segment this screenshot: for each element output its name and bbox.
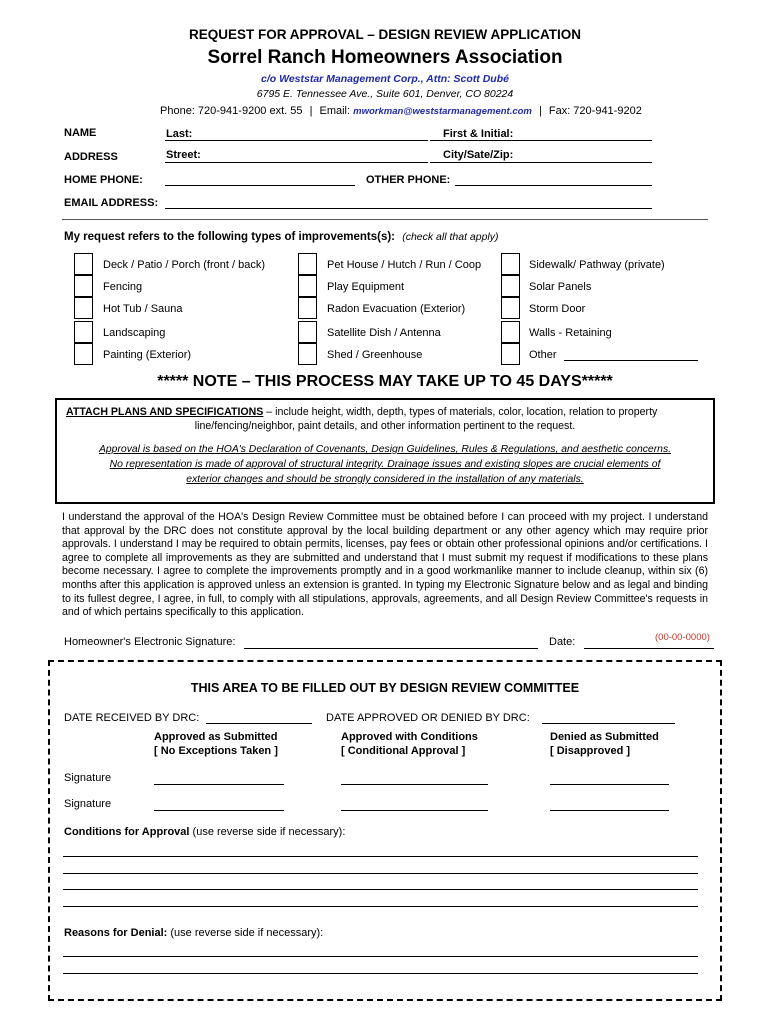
checkbox-shed[interactable] [298,343,317,365]
committee-heading: THIS AREA TO BE FILLED OUT BY DESIGN REVIEW COMMITTEE [190,681,580,695]
checkbox-other[interactable] [501,343,520,365]
denied-signature-1[interactable] [550,784,669,785]
checkbox-walls[interactable] [501,321,520,343]
received-field[interactable] [206,723,312,724]
denied-signature-2[interactable] [550,810,669,811]
checkbox-pet-house[interactable] [298,253,317,275]
city-label: City/Sate/Zip: [443,149,514,161]
org-name: Sorrel Ranch Homeowners Association [207,47,563,68]
checkbox-solar[interactable] [501,275,520,297]
signature-label: Homeowner's Electronic Signature: [64,636,236,648]
option-solar: Solar Panels [529,281,592,293]
conditions-line-2[interactable] [63,873,698,874]
approved-sub: [ No Exceptions Taken ] [154,745,278,757]
conditional-title: Approved with Conditions [341,731,478,743]
checkbox-radon[interactable] [298,297,317,319]
approved-denied-label: DATE APPROVED OR DENIED BY DRC: [326,712,530,724]
contact-line: Phone: 720-941-9200 ext. 55 | Email: mworkman@weststarmanagement.com | Fax: 720-941-9202 [160,105,642,117]
form-title: REQUEST FOR APPROVAL – DESIGN REVIEW APPLICATION [188,27,582,42]
checkbox-play-equipment[interactable] [298,275,317,297]
reasons-line-2[interactable] [63,973,698,974]
home-phone-field[interactable] [165,185,355,186]
approved-signature-2[interactable] [154,810,284,811]
other-field[interactable] [564,360,698,361]
improvements-heading: My request refers to the following types of improvements(s): (check all that apply) [64,231,499,243]
option-play-equipment: Play Equipment [327,281,405,293]
option-walls: Walls - Retaining [529,327,612,339]
option-landscaping: Landscaping [103,327,166,339]
mailing-address: 6795 E. Tennessee Ave., Suite 601, Denver, CO 80224 [256,88,514,100]
email-link[interactable]: mworkman@weststarmanagement.com [353,106,532,117]
signature-2-label: Signature [64,798,112,810]
attach-label: ATTACH PLANS AND SPECIFICATIONS [66,406,264,418]
checkbox-landscaping[interactable] [74,321,93,343]
option-fencing: Fencing [103,281,143,293]
address-label: ADDRESS [64,151,118,163]
option-other: Other [529,349,557,361]
option-pet-house: Pet House / Hutch / Run / Coop [327,259,482,271]
street-field[interactable] [165,162,428,163]
approved-title: Approved as Submitted [154,731,278,743]
signature-1-label: Signature [64,772,112,784]
fax-text: Fax: 720-941-9202 [548,105,642,117]
conditions-line-4[interactable] [63,906,698,907]
agreement-paragraph: I understand the approval of the HOA's Design Review Committee must be obtained before I can proceed with my project. I understand that approval by the DRC does not constitute approval by the local building department or any other agency which may require prior approvals. I understand I may be required to obtain permits, licenses, pay fees or obtain other professional opinions and/or certifications. I agree to complete all improvements as they are submitted and understand that I must submit my request if modifications to these plans become necessary. I agree to complete the improvements promptly and in a good workmanlike manner to include cleanup, within six (6) months after this application is approved unless an extension is granted. In typing my Electronic Signature below and as legal and binding to its fullest degree, I agree, in full, to comply with all stipulations, approvals, agreements, and all Design Review Committee's requests in and of which pertains specifically to this application. [62,511,708,619]
checkbox-painting[interactable] [74,343,93,365]
approval-basis: Approval is based on the HOA's Declaration of Covenants, Design Guidelines, Rules & Regulations, and aesthetic concerns. [98,444,672,455]
phone-text: Phone: 720-941-9200 ext. 55 [160,105,303,117]
process-note: ***** NOTE – THIS PROCESS MAY TAKE UP TO 45 DAYS***** [157,373,613,390]
first-label: First & Initial: [443,128,514,140]
attach-text-2: line/fencing/neighbor, paint details, and other information pertinent to the request. [194,420,576,432]
option-radon: Radon Evacuation (Exterior) [327,303,466,315]
denied-sub: [ Disapproved ] [550,745,631,757]
other-phone-field[interactable] [455,185,652,186]
conditions-heading: Conditions for Approval (use reverse side if necessary): [64,826,346,838]
name-label: NAME [64,127,97,139]
received-label: DATE RECEIVED BY DRC: [64,712,200,724]
email-address-field[interactable] [165,208,652,209]
option-painting: Painting (Exterior) [103,349,192,361]
section-divider [62,219,708,220]
care-of: c/o Weststar Management Corp., Attn: Scott Dubé [261,73,509,85]
date-placeholder: (00-00-0000) [655,632,710,643]
option-shed: Shed / Greenhouse [327,349,423,361]
email-label: Email: [319,105,351,117]
conditional-signature-2[interactable] [341,810,488,811]
approved-denied-field[interactable] [542,723,675,724]
reasons-line-1[interactable] [63,956,698,957]
checkbox-deck[interactable] [74,253,93,275]
conditions-line-3[interactable] [63,889,698,890]
checkbox-hot-tub[interactable] [74,297,93,319]
date-field[interactable] [584,648,714,649]
last-label: Last: [166,128,193,140]
option-satellite: Satellite Dish / Antenna [327,327,441,339]
option-sidewalk: Sidewalk/ Pathway (private) [529,259,665,271]
date-label: Date: [549,636,576,648]
attach-text: ATTACH PLANS AND SPECIFICATIONS – include height, width, depth, types of materials, color, location, relation to property [66,406,658,418]
structural-note: No representation is made of approval of structural integrity. Drainage issues and existing slopes are crucial elements of [109,459,661,470]
first-name-field[interactable] [430,140,652,141]
conditional-sub: [ Conditional Approval ] [341,745,466,757]
signature-field[interactable] [244,648,538,649]
reasons-heading: Reasons for Denial: (use reverse side if necessary): [64,927,324,939]
other-phone-label: OTHER PHONE: [366,174,451,186]
denied-title: Denied as Submitted [550,731,659,743]
option-deck: Deck / Patio / Porch (front / back) [103,259,266,271]
option-storm-door: Storm Door [529,303,586,315]
street-label: Street: [166,149,201,161]
email-address-label: EMAIL ADDRESS: [64,197,159,209]
home-phone-label: HOME PHONE: [64,174,143,186]
option-hot-tub: Hot Tub / Sauna [103,303,183,315]
checkbox-sidewalk[interactable] [501,253,520,275]
structural-note-2: exterior changes and should be strongly considered in the installation of any materials. [186,474,584,485]
checkbox-storm-door[interactable] [501,297,520,319]
checkbox-fencing[interactable] [74,275,93,297]
conditional-signature-1[interactable] [341,784,488,785]
checkbox-satellite[interactable] [298,321,317,343]
approved-signature-1[interactable] [154,784,284,785]
city-field[interactable] [430,162,652,163]
last-name-field[interactable] [165,140,428,141]
conditions-line-1[interactable] [63,856,698,857]
